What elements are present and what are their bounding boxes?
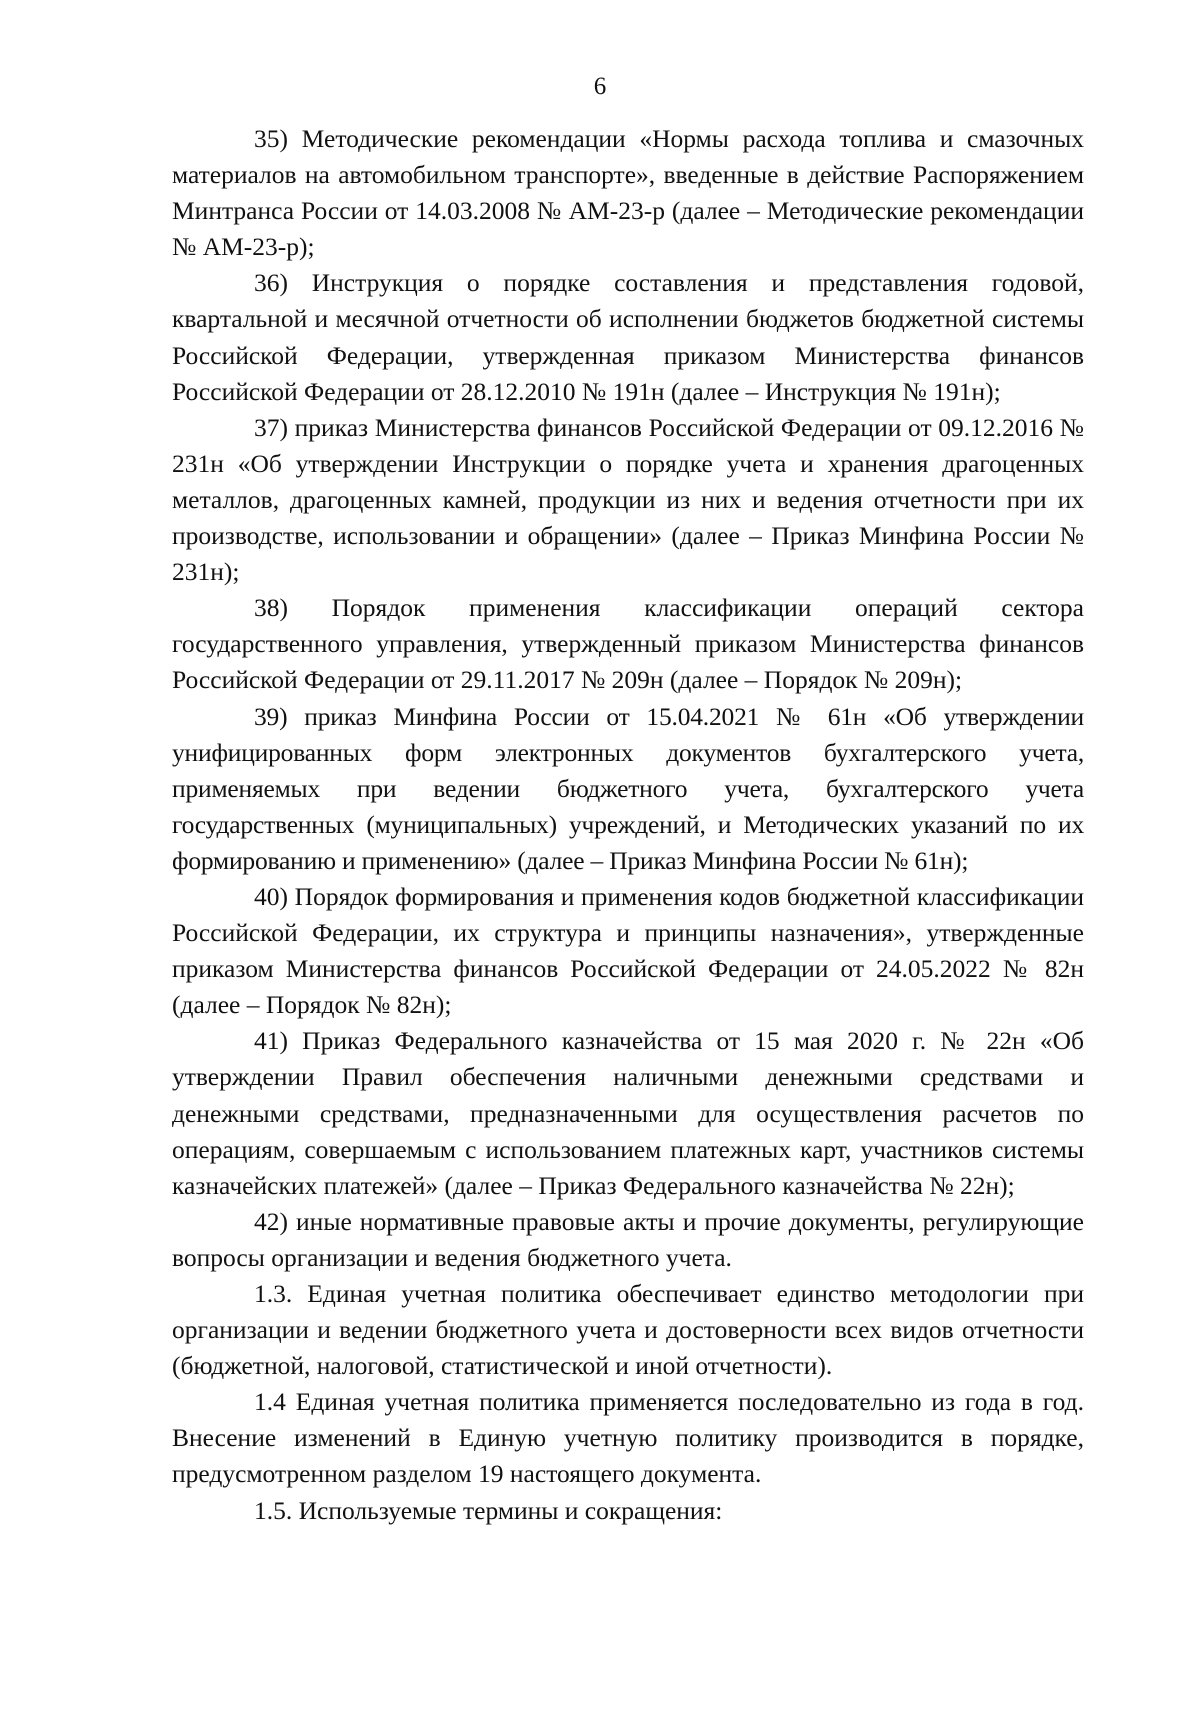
paragraph-item-39: 39) приказ Минфина России от 15.04.2021 № 61н «Об утверждении унифицированных форм электронных документов бухгалтерского учета, применяемых при ведении бюджетного учета, бухгалтерского учета государственных (муниципальных) учреждений, и Методических указаний по их формированию и применению» (далее – Приказ Минфина России № 61н); — [172, 701, 1084, 875]
paragraph-item-37: 37) приказ Министерства финансов Российской Федерации от 09.12.2016 № 231н «Об утверждении Инструкции о порядке учета и хранения драгоценных металлов, драгоценных камней, продукции из них и ведения отчетности при их производстве, использовании и обращении» (далее – Приказ Минфина России № 231н); — [172, 412, 1084, 587]
paragraph-item-36: 36) Инструкция о порядке составления и представления годовой, квартальной и месячной отчетности об исполнении бюджетов бюджетной системы Российской Федерации, утвержденная приказом Министерства финансов Российской Федерации от 28.12.2010 № 191н (далее – Инструкция № 191н); — [172, 268, 1084, 406]
document-body — [172, 121, 1084, 1529]
paragraph-section-1-3: 1.3. Единая учетная политика обеспечивает единство методологии при организации и ведении бюджетного учета и достоверности всех видов отчетности (бюджетной, налоговой, статистической и иной отчетности). — [172, 1279, 1084, 1381]
paragraph-item-40: 40) Порядок формирования и применения кодов бюджетной классификации Российской Федерации, их структура и принципы назначения», утвержденные приказом Министерства финансов Российской Федерации от 24.05.2022 № 82н (далее – Порядок № 82н); — [172, 881, 1084, 1020]
paragraph-section-1-4: 1.4 Единая учетная политика применяется последовательно из года в год. Внесение изменений в Единую учетную политику производится в порядке, предусмотренном разделом 19 настоящего документа. — [172, 1387, 1084, 1489]
paragraph-item-38: 38) Порядок применения классификации операций сектора государственного управления, утвержденный приказом Министерства финансов Российской Федерации от 29.11.2017 № 209н (далее – Порядок № 209н); — [172, 593, 1084, 695]
paragraph-section-1-5: 1.5. Используемые термины и сокращения: — [254, 1495, 723, 1525]
paragraph-item-42: 42) иные нормативные правовые акты и прочие документы, регулирующие вопросы организации и ведения бюджетного учета. — [172, 1206, 1084, 1272]
paragraph-item-41: 41) Приказ Федерального казначейства от 15 мая 2020 г. № 22н «Об утверждении Правил обеспечения наличными денежными средствами и денежными средствами, предназначенными для осуществления расчетов по операциям, совершаемым с использованием платежных карт, участников системы казначейских платежей» (далее – Приказ Федерального казначейства № 22н); — [172, 1026, 1084, 1200]
paragraph-item-35: 35) Методические рекомендации «Нормы расхода топлива и смазочных материалов на автомобильном транспорте», введенные в действие Распоряжением Минтранса России от 14.03.2008 № АМ-23-р (далее – Методические рекомендации № АМ-23-р); — [172, 124, 1084, 262]
page-number: 6 — [593, 73, 607, 100]
